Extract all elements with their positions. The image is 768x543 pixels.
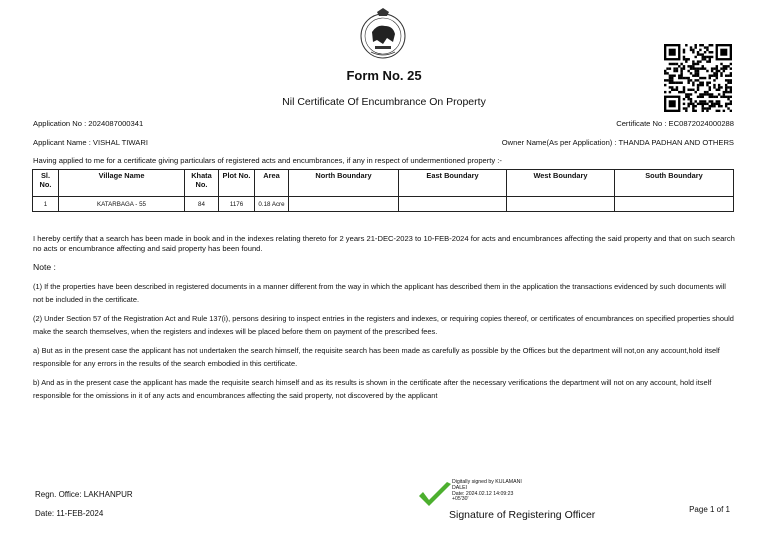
note-label: Note : — [33, 262, 56, 272]
note-paragraph-1: (1) If the properties have been described in registered documents in a manner different from the way in which the applicant has described them in the application the transactions evidenced by such documents will not be included in the certificate. — [33, 282, 726, 304]
page-number: Page 1 of 1 — [689, 505, 730, 514]
col-header-sl-no: Sl. No. — [33, 170, 59, 197]
cell-village-name: KATARBAGA - 55 — [59, 197, 185, 212]
cell-east-boundary — [399, 197, 507, 212]
certificate-subtitle: Nil Certificate Of Encumbrance On Property — [282, 96, 486, 108]
cell-south-boundary — [615, 197, 734, 212]
table-row — [33, 197, 734, 212]
cell-north-boundary — [289, 197, 399, 212]
odisha-state-emblem-icon — [357, 8, 409, 64]
applicant-name: Applicant Name : VISHAL TIWARI — [33, 138, 148, 147]
signed-timezone-line: +05'30' — [452, 496, 469, 503]
application-number: Application No : 2024087000341 — [33, 119, 144, 128]
note-paragraph-b: b) And as in the present case the applicant has made the requisite search himself and as its results is shown in the certificate after the necessary verifications the department will not on any account, hold itself responsible for the omissions in it of any acts and encumbrances affecting the said property, not discovered by the applicant — [33, 378, 712, 400]
property-table — [32, 169, 734, 212]
form-number-title: Form No. 25 — [346, 68, 422, 83]
cell-sl-no: 1 — [33, 197, 59, 212]
cell-khata-no: 84 — [185, 197, 219, 212]
signed-by-line: Digitally signed by KULAMANI — [452, 479, 522, 485]
col-header-north-boundary: North Boundary — [289, 170, 399, 197]
note-paragraph-a: a) But as in the present case the applicant has not undertaken the search himself, the requisite search has been made as carefully as possible by the Offices but the department will not,on any account,hold itself responsible for any errors in the results of the search embodied in this certificate. — [33, 346, 720, 368]
certification-statement: I hereby certify that a search has been made in book and in the indexes relating thereto for 2 years 21-DEC-2023 to 10-FEB-2024 for acts and encumbrances affecting the said property and that on such search no acts or encumbrance affecting and said property has been found. — [33, 234, 735, 253]
cell-west-boundary — [507, 197, 615, 212]
cell-plot-no: 1176 — [219, 197, 255, 212]
note-paragraph-2: (2) Under Section 57 of the Registration Act and Rule 137(i), persons desiring to inspect entries in the registers and indexes, or requiring copies thereof, or certificates of encumbrances on specified properties should make the search themselves, when the registers and indexes will be placed before them on payment of the prescribed fees. — [33, 314, 734, 336]
col-header-area: Area — [255, 170, 289, 197]
col-header-khata-no: Khata No. — [185, 170, 219, 197]
certificate-number: Certificate No : EC0872024000288 — [616, 119, 734, 128]
issue-date: Date: 11-FEB-2024 — [35, 509, 104, 518]
col-header-south-boundary: South Boundary — [615, 170, 734, 197]
owner-name: Owner Name(As per Application) : THANDA PADHAN AND OTHERS — [501, 138, 734, 147]
digital-signature-block — [452, 480, 562, 503]
table-header-row — [33, 170, 734, 197]
intro-text: Having applied to me for a certificate giving particulars of registered acts and encumbrances, if any in respect of undermentioned property :- — [33, 156, 502, 165]
col-header-plot-no: Plot No. — [219, 170, 255, 197]
col-header-east-boundary: East Boundary — [399, 170, 507, 197]
col-header-west-boundary: West Boundary — [507, 170, 615, 197]
signature-valid-check-icon — [417, 482, 453, 510]
signer-surname-line: DALEI — [452, 484, 467, 491]
signature-title: Signature of Registering Officer — [449, 509, 596, 521]
cell-area: 0.18 Acre — [255, 197, 289, 212]
registration-office: Regn. Office: LAKHANPUR — [35, 490, 133, 499]
signed-date-line: Date: 2024.02.12 14:09:23 — [452, 490, 514, 497]
col-header-village-name: Village Name — [59, 170, 185, 197]
